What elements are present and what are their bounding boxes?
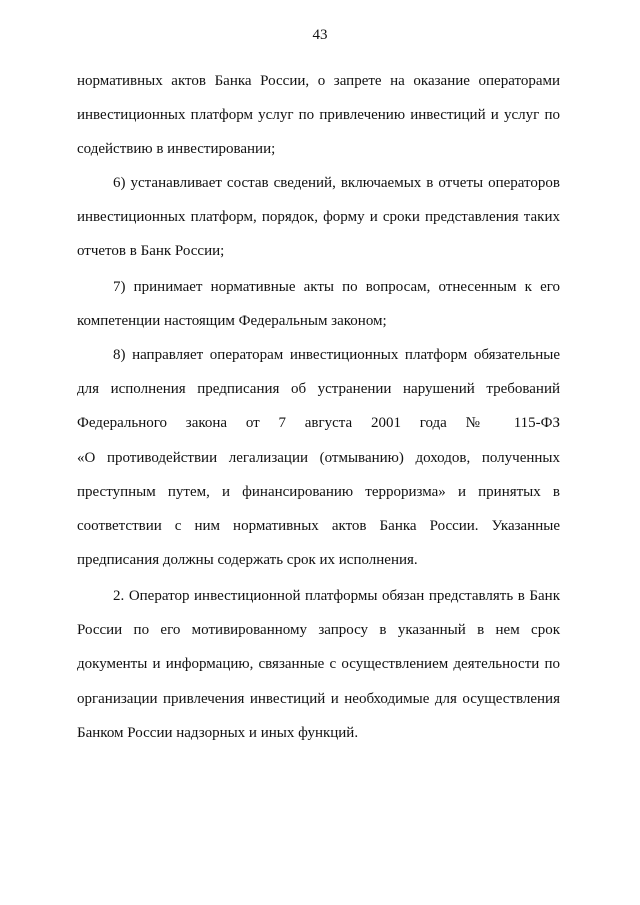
- text-line: Федерального закона от 7 августа 2001 года № 115-ФЗ: [77, 415, 560, 432]
- paragraph-item-8: [77, 338, 560, 577]
- paragraph-item-6: [77, 166, 560, 269]
- text-line: для исполнения предписания об устранении нарушений требований: [77, 381, 560, 398]
- text-line: предписания должны содержать срок их исполнения.: [77, 552, 418, 569]
- text-line: 6) устанавливает состав сведений, включаемых в отчеты операторов: [113, 175, 560, 191]
- text-line: России по его мотивированному запросу в указанный в нем срок: [77, 622, 560, 639]
- text-line: организации привлечения инвестиций и необходимые для осуществления: [77, 690, 560, 707]
- paragraph-section-2: [77, 579, 560, 750]
- text-line: преступным путем, и финансированию терроризма» и принятых в: [77, 483, 560, 500]
- text-line: «О противодействии легализации (отмыванию) доходов, полученных: [77, 449, 560, 466]
- text-line: документы и информацию, связанные с осуществлением деятельности по: [77, 656, 560, 673]
- text-line: компетенции настоящим Федеральным законом;: [77, 313, 387, 330]
- text-line: содействию в инвестировании;: [77, 141, 276, 158]
- text-line: 8) направляет операторам инвестиционных платформ обязательные: [113, 347, 560, 363]
- text-line: 2. Оператор инвестиционной платформы обязан представлять в Банк: [113, 588, 560, 604]
- text-line: 7) принимает нормативные акты по вопросам, отнесенным к его: [113, 279, 560, 295]
- paragraph-item-7: [77, 270, 560, 338]
- text-line: нормативных актов Банка России, о запрете на оказание операторами: [77, 73, 560, 89]
- text-line: инвестиционных платформ, порядок, форму и сроки представления таких: [77, 209, 560, 226]
- text-line: соответствии с ним нормативных актов Банка России. Указанные: [77, 517, 560, 534]
- text-line: отчетов в Банк России;: [77, 243, 225, 260]
- paragraph-continuation: [77, 64, 560, 167]
- text-line: инвестиционных платформ услуг по привлечению инвестиций и услуг по: [77, 107, 560, 124]
- text-line: Банком России надзорных и иных функций.: [77, 724, 359, 741]
- page-number: 43: [312, 27, 328, 43]
